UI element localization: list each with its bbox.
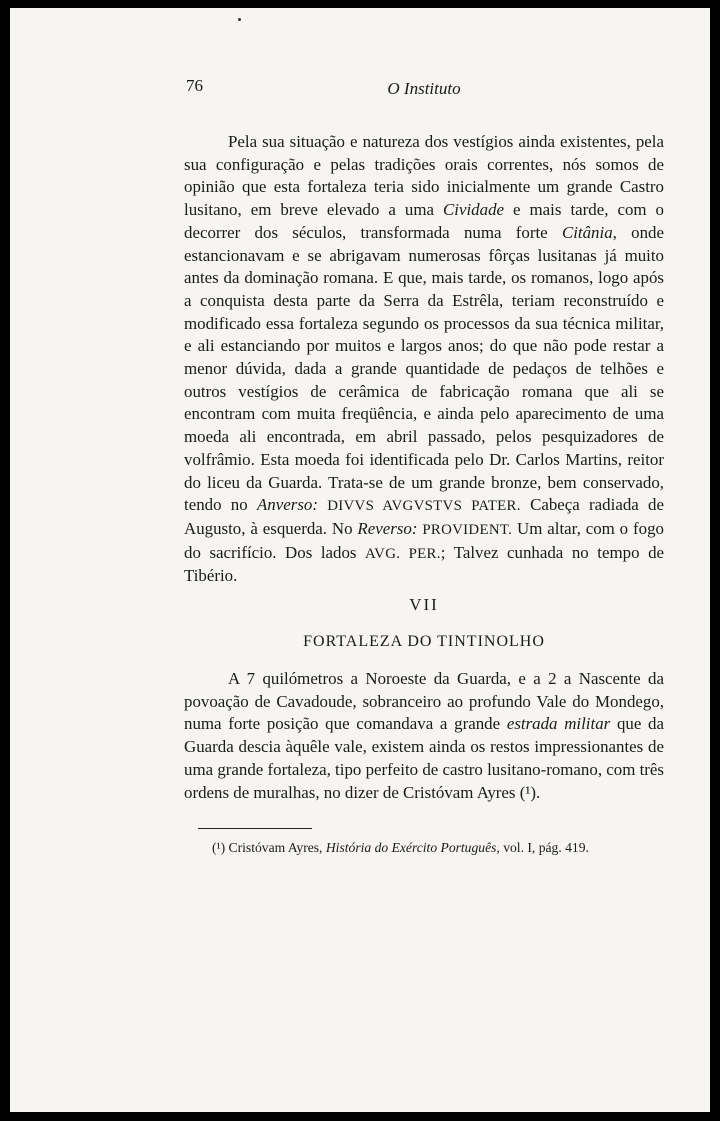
para1-text-3: , onde estancionavam e se abrigavam numerosas fôrças lusitanas já muito antes da dominação romana. E que, mais tarde, os romanos, logo após a conquista desta parte da Serra da Estrêla, teriam reconstruído e modificado essa fortaleza segundo os processos da sua técnica militar, e ali estanciando por muitos e largos anos; do que não pode restar a menor dúvida, dada a grande quantidade de pedaços de telhões e outros vestígios de cerâmica de fabricação romana que ali se encontram com muita freqüência, e ainda pelo aparecimento de uma moeda ali encontrada, em abril passado, pelos pesquizadores de volfrâmio. Esta moeda foi identificada pelo Dr. Carlos Martins, reitor do liceu da Guarda. Trata-se de um grande bronze, bem conservado, tendo no bbox=[184, 222, 664, 515]
term-estrada-militar: estrada militar bbox=[506, 714, 611, 734]
term-cividade: Cividade bbox=[443, 200, 505, 220]
footnote-author: Cristóvam Ayres, bbox=[228, 840, 323, 856]
para2-text-2: que da Guarda descia àquêle vale, existem ainda os restos impressionantes de uma grande fortaleza, tipo perfeito de castro lusitano-romano, com três ordens de muralhas, no dizer de Cristóvam Ayres bbox=[184, 714, 664, 802]
para1-text-5: Um altar, com o fogo do sacrifício. Dos lados bbox=[184, 518, 664, 562]
book-page bbox=[10, 8, 710, 1112]
para1-text-4: Cabeça radiada de Augusto, à esquerda. No bbox=[184, 495, 664, 538]
para1-text-2: e mais tarde, com o decorrer dos séculos, transformada numa forte bbox=[184, 200, 664, 242]
para2-text-1: A 7 quilómetros a Noroeste da Guarda, e a 2 a Nascente da povoação de Cavadoude, sobranceiro ao profundo Vale do Mondego, numa forte posição que comandava a grande bbox=[184, 669, 664, 734]
footnote-marker: (¹) bbox=[212, 840, 226, 856]
coin-inscription-obverse: DIVVS AVGVSTVS PATER. bbox=[327, 498, 521, 515]
section-number: VII bbox=[409, 595, 439, 615]
section-title: FORTALEZA DO TINTINOLHO bbox=[303, 633, 545, 651]
paragraph-tintinolho bbox=[184, 668, 664, 804]
running-title: O Instituto bbox=[387, 79, 461, 98]
paragraph-castro bbox=[184, 131, 664, 588]
footnote-reference: (¹). bbox=[519, 782, 541, 802]
coin-inscription-sides: AVG. PER. bbox=[365, 545, 441, 562]
term-reverso: Reverso: bbox=[357, 518, 418, 538]
page-header bbox=[184, 76, 664, 106]
para1-text-6: ; Talvez cunhada no tempo de Tibério. bbox=[184, 542, 665, 586]
coin-inscription-reverse: PROVIDENT. bbox=[422, 521, 513, 538]
footnote-rest: vol. I, pág. 419. bbox=[503, 840, 589, 856]
footnote bbox=[184, 839, 664, 857]
page-content bbox=[184, 76, 664, 857]
scan-speck bbox=[238, 18, 241, 21]
term-citania: Citânia bbox=[561, 222, 613, 242]
term-anverso: Anverso: bbox=[256, 495, 318, 515]
para1-text-1: Pela sua situação e natureza dos vestígios ainda existentes, pela sua configuração e pelas tradições orais correntes, nós somos de opinião que esta fortaleza teria sido inicialmente um grande Castro lusitano, em breve elevado a uma bbox=[184, 132, 664, 220]
footnote-title: História do Exército Português, bbox=[325, 840, 500, 856]
footnote-rule bbox=[198, 828, 312, 829]
page-number: 76 bbox=[186, 76, 203, 95]
